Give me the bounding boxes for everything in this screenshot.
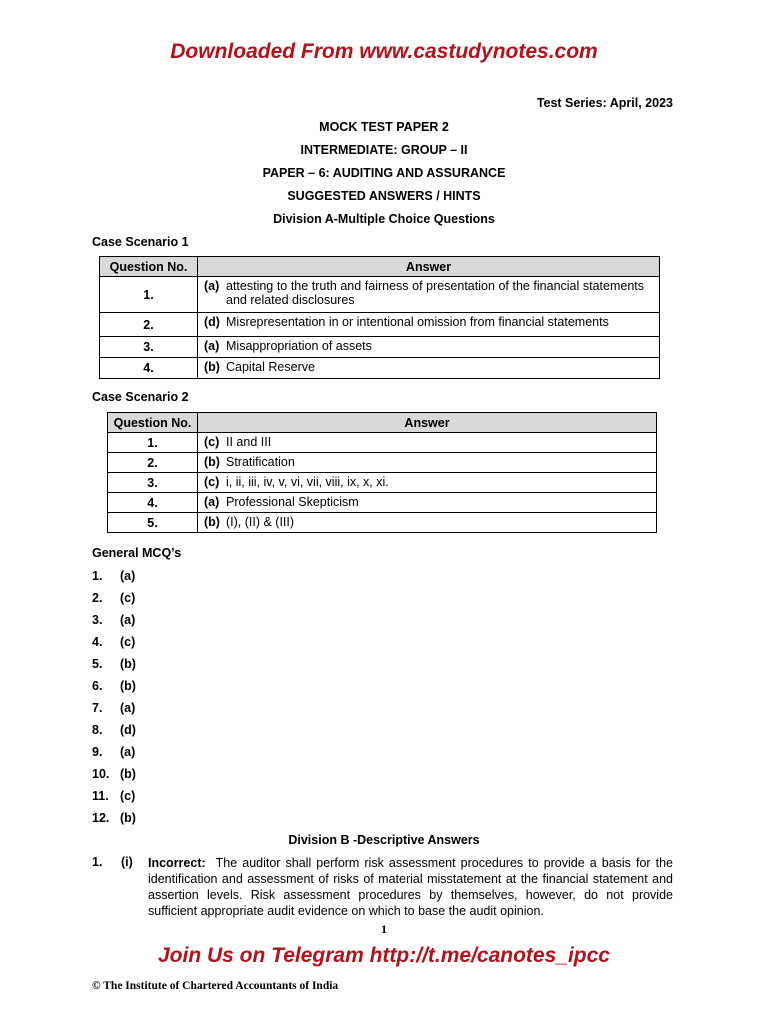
mcq-answer: (c) <box>120 635 136 649</box>
answer-option: (b) <box>204 515 220 529</box>
table-row <box>100 337 660 358</box>
answer-option: (d) <box>204 315 220 329</box>
division-b-heading: Division B -Descriptive Answers <box>288 833 480 847</box>
answer-option: (a) <box>204 495 220 509</box>
question-number: 3. <box>108 473 198 493</box>
mcq-answer: (b) <box>120 657 136 671</box>
answer-text: attesting to the truth and fairness of presentation of the financial statements and related disclosures <box>226 279 644 307</box>
division-a-heading: Division A-Multiple Choice Questions <box>273 212 495 226</box>
mcq-number: 6. <box>92 679 103 693</box>
answer-text: Capital Reserve <box>226 360 315 374</box>
column-header-question: Question No. <box>100 257 198 277</box>
question-number: 3. <box>100 337 198 358</box>
question-number: 5. <box>108 513 198 533</box>
mcq-answer: (d) <box>120 723 136 737</box>
mcq-answer: (b) <box>120 767 136 781</box>
column-header-question: Question No. <box>108 413 198 433</box>
column-header-answer: Answer <box>198 257 660 277</box>
question-number: 1. <box>108 433 198 453</box>
answer-option: (b) <box>204 455 220 469</box>
case-scenario-1-table <box>99 256 660 379</box>
list-item <box>92 569 135 583</box>
answer-body: The auditor shall perform risk assessment procedures to provide a basis for the identification and assessment of risks of material misstatement at the financial statement and assertion levels. Risk assessment procedures by themselves, however, do not provide sufficient appropriate audit evidence on which to base the audit opinion. <box>148 856 673 918</box>
list-item <box>92 745 135 759</box>
telegram-banner[interactable]: Join Us on Telegram http://t.me/canotes_ipcc <box>158 944 610 967</box>
mcq-number: 5. <box>92 657 103 671</box>
mcq-number: 11. <box>92 789 109 803</box>
table-row <box>108 453 657 473</box>
group-title: INTERMEDIATE: GROUP – II <box>300 143 468 157</box>
mcq-answer: (b) <box>120 811 136 825</box>
sub-question-number: (i) <box>121 855 133 869</box>
mcq-number: 2. <box>92 591 103 605</box>
copyright-notice: © The Institute of Chartered Accountants of India <box>92 980 339 992</box>
case-scenario-1-heading: Case Scenario 1 <box>92 235 189 249</box>
list-item <box>92 657 136 671</box>
mcq-answer: (b) <box>120 679 136 693</box>
answer-option: (c) <box>204 435 220 449</box>
answer-text: Misrepresentation in or intentional omission from financial statements <box>226 315 609 329</box>
table-row <box>108 433 657 453</box>
table-row <box>100 313 660 337</box>
answer-option: (b) <box>204 360 220 374</box>
question-number: 2. <box>100 313 198 337</box>
mcq-number: 1. <box>92 569 103 583</box>
answer-verdict: Incorrect: <box>148 856 206 870</box>
mcq-number: 4. <box>92 635 103 649</box>
case-scenario-2-heading: Case Scenario 2 <box>92 390 189 404</box>
mcq-number: 3. <box>92 613 103 627</box>
answer-option: (a) <box>204 339 220 353</box>
descriptive-answer <box>148 855 673 919</box>
answer-option: (c) <box>204 475 220 489</box>
mcq-answer: (a) <box>120 613 136 627</box>
table-row <box>100 277 660 313</box>
table-row <box>108 493 657 513</box>
list-item <box>92 679 136 693</box>
answer-text: i, ii, iii, iv, v, vi, vii, viii, ix, x, xi. <box>226 475 389 489</box>
mcq-answer: (c) <box>120 789 136 803</box>
mcq-number: 9. <box>92 745 103 759</box>
mcq-answer: (a) <box>120 569 136 583</box>
mcq-number: 12. <box>92 811 110 825</box>
download-banner[interactable]: Downloaded From www.castudynotes.com <box>170 40 598 63</box>
list-item <box>92 767 136 781</box>
list-item <box>92 591 135 605</box>
general-mcq-heading: General MCQ’s <box>92 546 182 560</box>
question-number: 4. <box>100 358 198 379</box>
answer-text: II and III <box>226 435 272 449</box>
subject-title: PAPER – 6: AUDITING AND ASSURANCE <box>262 166 506 180</box>
table-row <box>108 473 657 493</box>
mcq-answer: (a) <box>120 745 136 759</box>
answer-text: Professional Skepticism <box>226 495 359 509</box>
question-number: 1. <box>100 277 198 313</box>
answer-text: Misappropriation of assets <box>226 339 372 353</box>
answer-option: (a) <box>204 279 220 293</box>
list-item <box>92 811 136 825</box>
mcq-number: 7. <box>92 701 103 715</box>
column-header-answer: Answer <box>198 413 657 433</box>
mcq-number: 10. <box>92 767 110 781</box>
list-item <box>92 789 135 803</box>
answer-text: (I), (II) & (III) <box>226 515 295 529</box>
question-number: 2. <box>108 453 198 473</box>
mcq-answer: (a) <box>120 701 136 715</box>
list-item <box>92 723 136 737</box>
question-number: 1. <box>92 855 103 869</box>
answer-text: Stratification <box>226 455 295 469</box>
list-item <box>92 635 135 649</box>
case-scenario-2-table <box>107 412 657 533</box>
answers-title: SUGGESTED ANSWERS / HINTS <box>287 189 481 203</box>
mcq-answer: (c) <box>120 591 136 605</box>
list-item <box>92 701 135 715</box>
table-row <box>100 358 660 379</box>
paper-title: MOCK TEST PAPER 2 <box>319 120 449 134</box>
question-number: 4. <box>108 493 198 513</box>
table-row <box>108 513 657 533</box>
list-item <box>92 613 135 627</box>
mcq-number: 8. <box>92 723 103 737</box>
page-number: 1 <box>381 922 387 936</box>
test-series-label: Test Series: April, 2023 <box>536 96 673 110</box>
